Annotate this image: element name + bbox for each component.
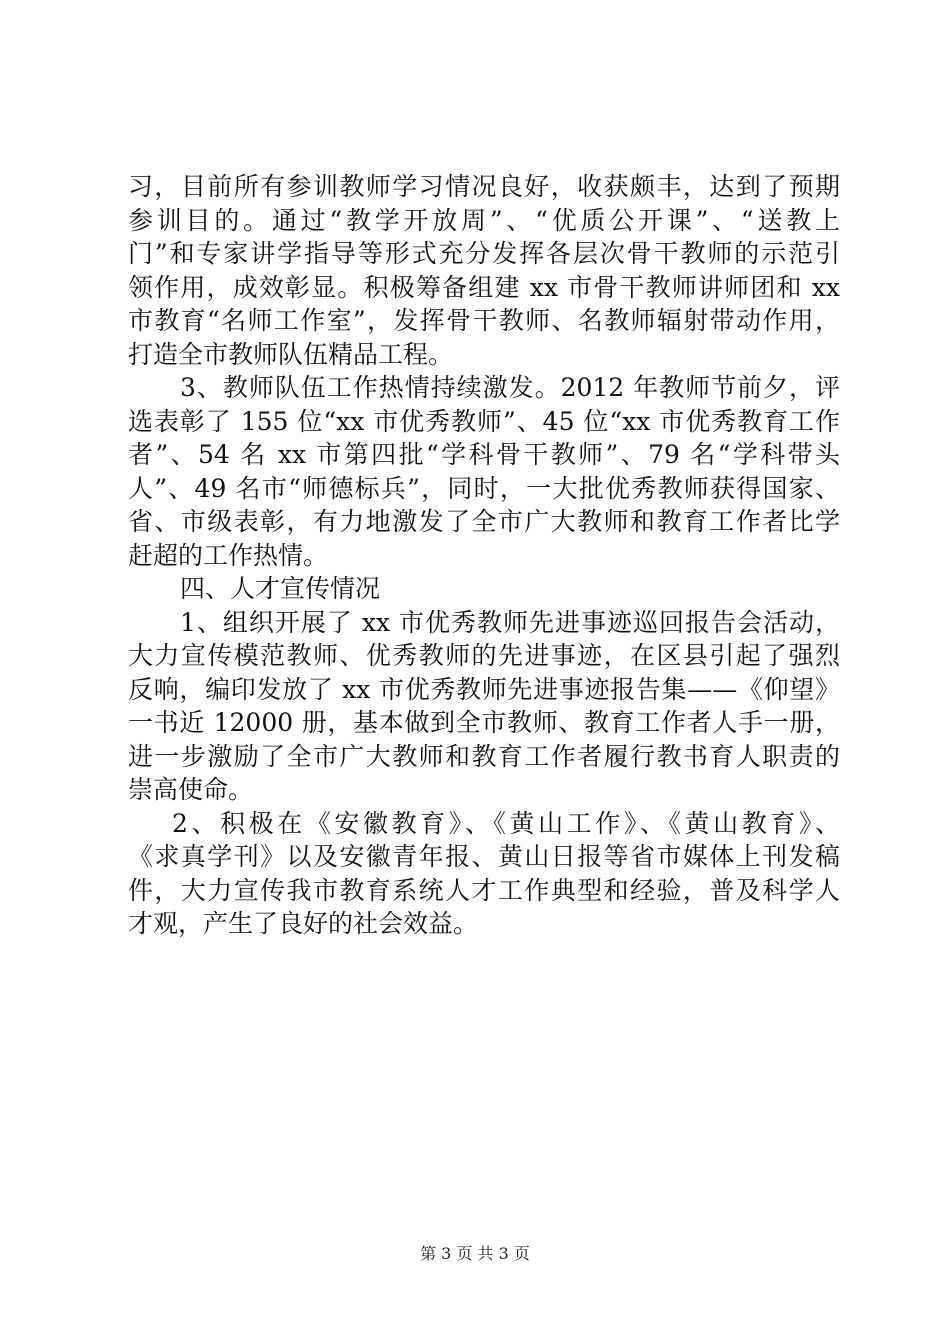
text-line: 1、组织开展了 xx 市优秀教师先进事迹巡回报告会活动，: [180, 607, 840, 637]
text-line: 反响，编印发放了 xx 市优秀教师先进事迹报告集——《仰望》: [128, 674, 840, 704]
text-line: 才观，产生了良好的社会效益。: [128, 909, 479, 938]
text-line: 打造全市教师队伍精品工程。: [128, 339, 454, 369]
paragraph-continuation: [128, 170, 840, 371]
text-line: 一书近 12000 册，基本做到全市教师、教育工作者人手一册，: [128, 708, 840, 737]
paragraph-item-4-2: [128, 807, 840, 941]
text-line: 大力宣传模范教师、优秀教师的先进事迹，在区县引起了强烈: [128, 641, 840, 670]
text-line: 人”、49 名市“师德标兵”，同时，一大批优秀教师获得国家、: [128, 473, 840, 503]
text-line: 习，目前所有参训教师学习情况良好，收获颇丰，达到了预期: [128, 172, 840, 201]
text-line: 选表彰了 155 位“xx 市优秀教师”、45 位“xx 市优秀教育工作: [128, 406, 840, 436]
text-line: 赶超的工作热情。: [128, 540, 329, 570]
text-line: 门”和专家讲学指导等形式充分发挥各层次骨干教师的示范引: [128, 239, 840, 268]
paragraph-item-3: [128, 371, 840, 572]
document-body: [128, 170, 840, 941]
text-line: 2、积极在《安徽教育》、《黄山工作》、《黄山教育》、: [172, 808, 840, 838]
text-line: 进一步激励了全市广大教师和教育工作者履行教书育人职责的: [128, 741, 840, 771]
text-line: 《求真学刊》以及安徽青年报、黄山日报等省市媒体上刊发稿: [128, 842, 840, 871]
section-heading-4: [128, 572, 840, 606]
text-line: 省、市级表彰，有力地激发了全市广大教师和教育工作者比学: [128, 507, 840, 536]
text-line: 崇高使命。: [128, 775, 254, 804]
paragraph-item-4-1: [128, 606, 840, 807]
text-line: 者”、54 名 xx 市第四批“学科骨干教师”、79 名“学科带头: [128, 440, 840, 469]
text-line: 件，大力宣传我市教育系统人才工作典型和经验，普及科学人: [128, 875, 840, 905]
text-line: 参训目的。通过“教学开放周”、“优质公开课”、“送教上: [128, 205, 840, 235]
section-heading: 四、人才宣传情况: [180, 574, 381, 603]
page-number-footer: 第 3 页 共 3 页: [420, 1244, 530, 1263]
text-line: 领作用，成效彰显。积极筹备组建 xx 市骨干教师讲师团和 xx: [128, 272, 840, 302]
text-line: 3、教师队伍工作热情持续激发。2012 年教师节前夕，评: [180, 373, 840, 402]
text-line: 市教育“名师工作室”，发挥骨干教师、名教师辐射带动作用，: [128, 306, 840, 335]
